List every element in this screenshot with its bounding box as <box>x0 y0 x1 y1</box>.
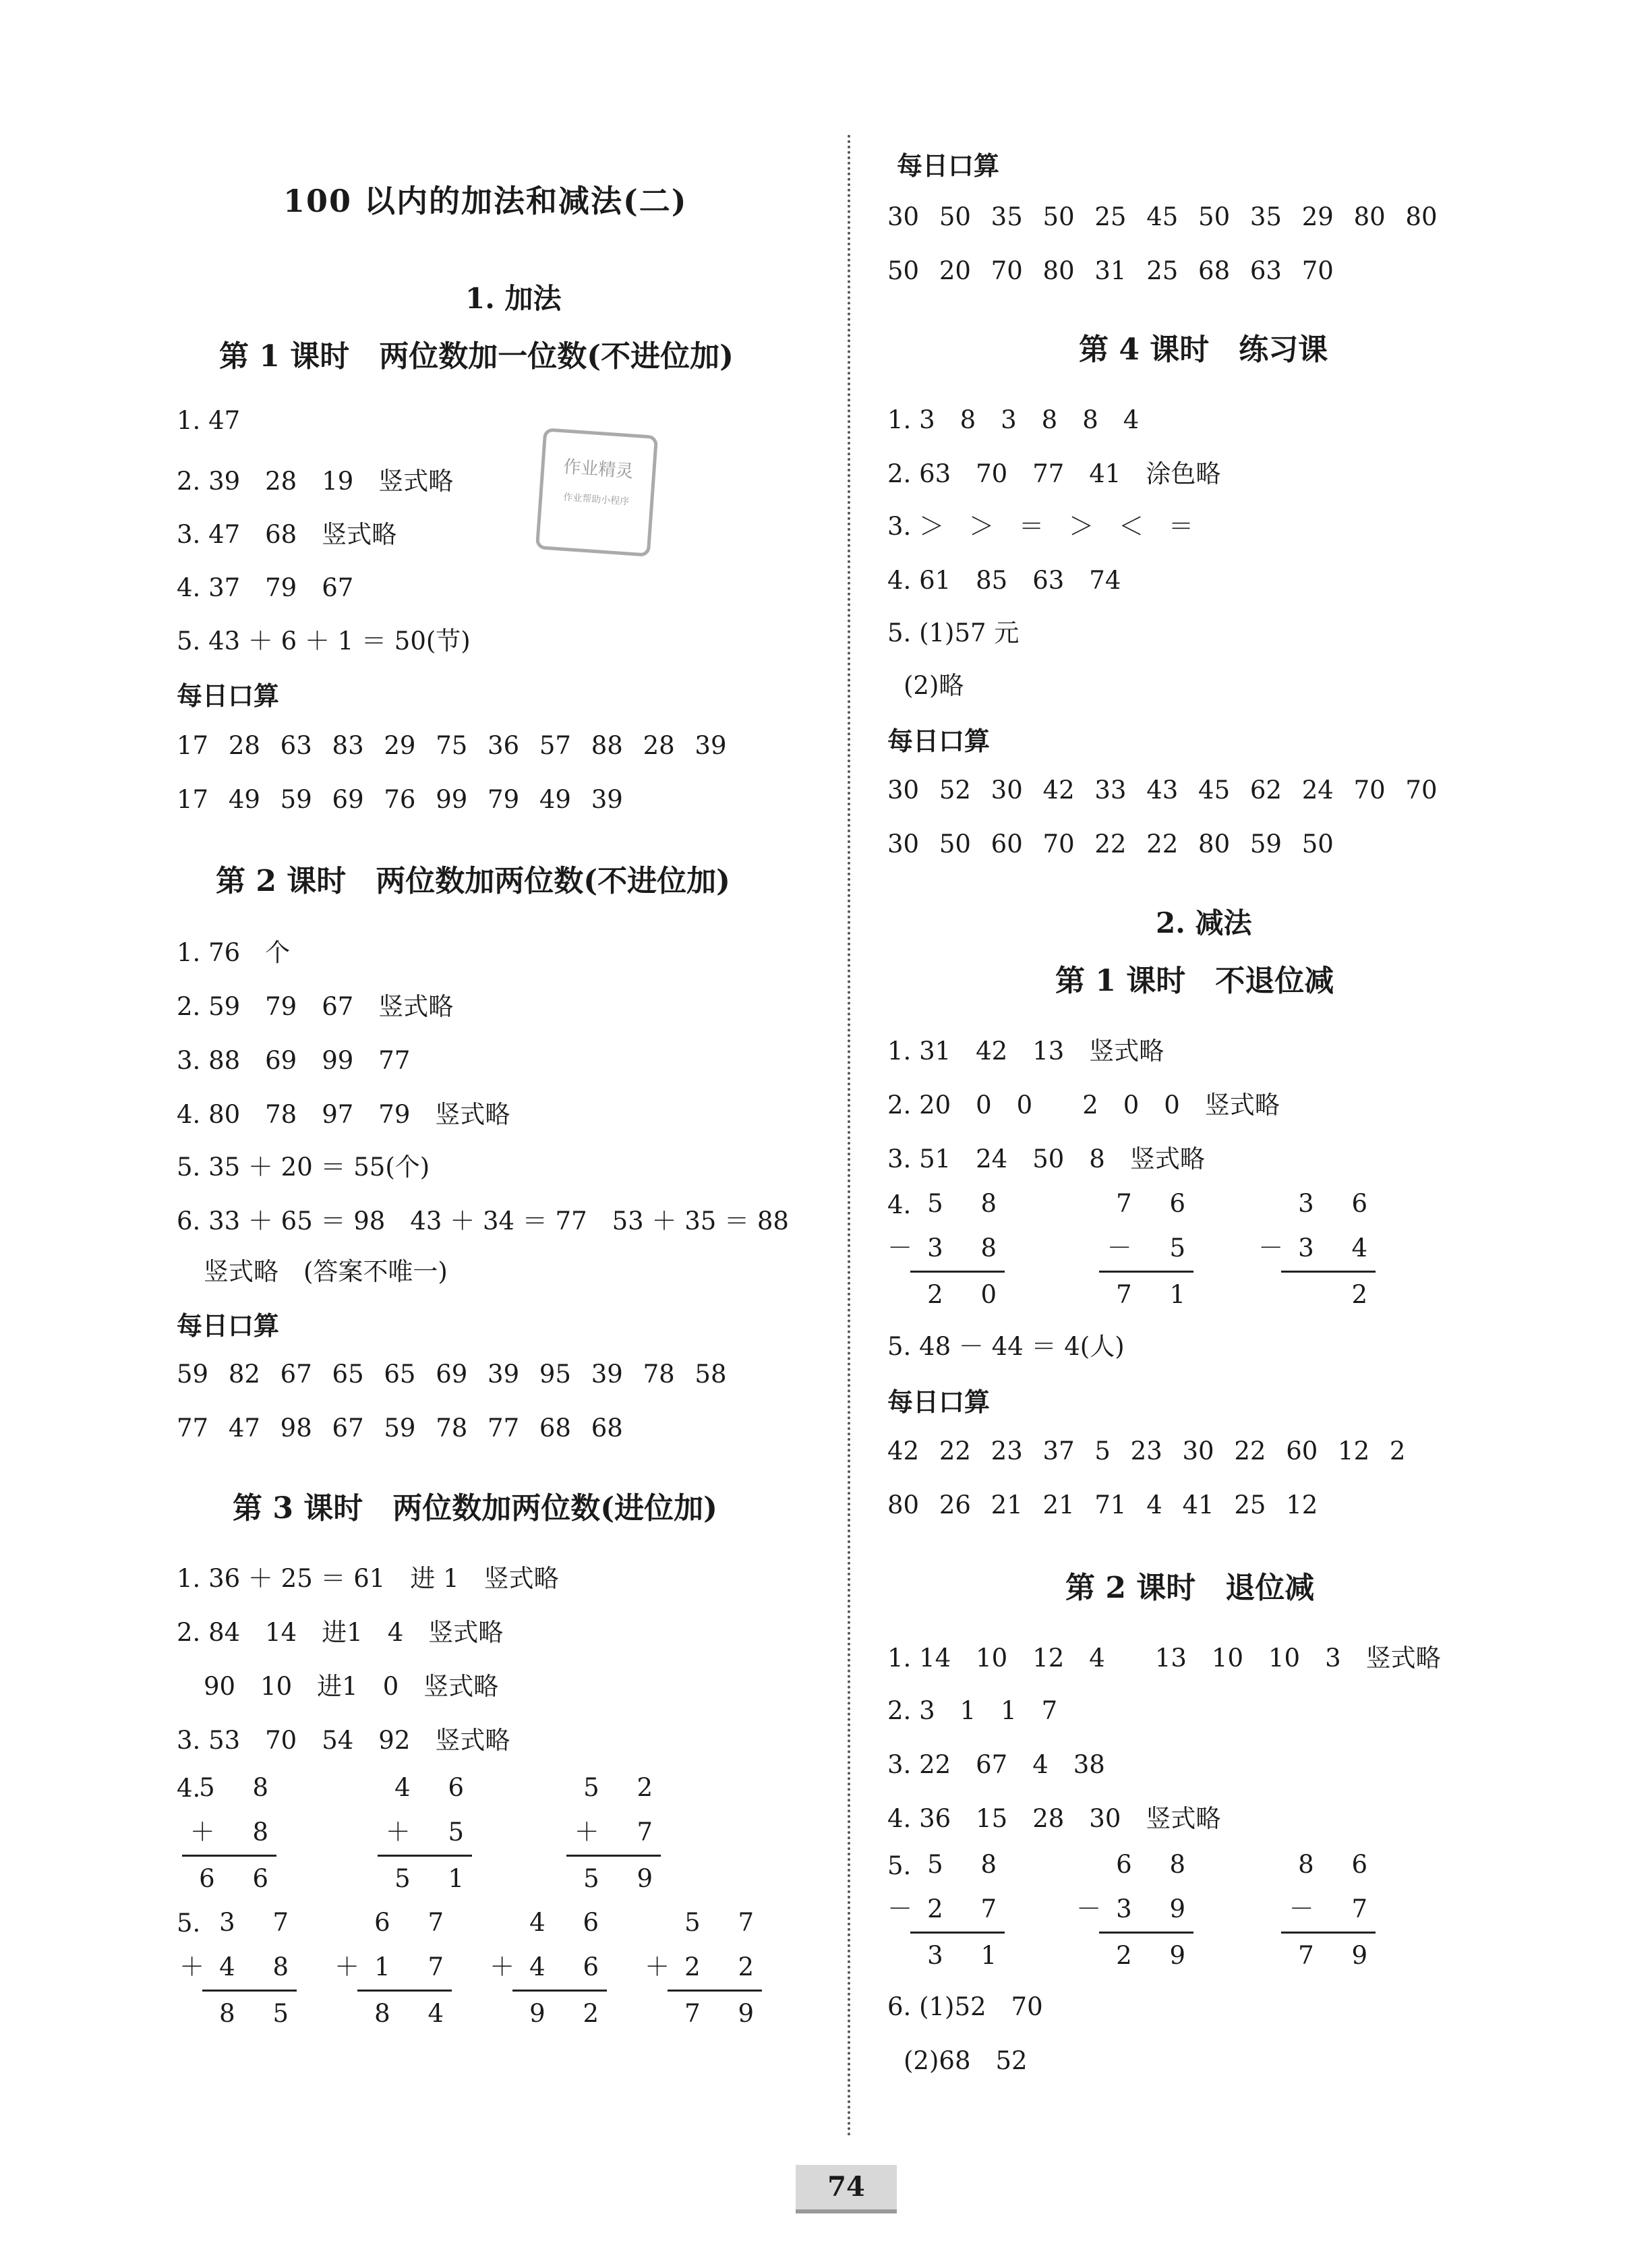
vertical-subtraction <box>1099 1182 1200 1317</box>
vertical-top: 5 8 <box>199 1773 283 1802</box>
vertical-operand: ＋2 2 <box>645 1952 769 1981</box>
vertical-result: 7 9 <box>684 1999 769 2028</box>
answer-line: 5. 48 － 44 ＝ 4(人) <box>887 1332 1125 1361</box>
vertical-operand: － 5 <box>1107 1234 1200 1263</box>
lesson-2-title: 第 2 课时 两位数加两位数(不进位加) <box>216 864 730 898</box>
page-title: 100 以内的加法和减法(二) <box>283 183 688 219</box>
section-heading-subtraction: 2. 减法 <box>1156 906 1252 939</box>
answer-line: 3. 88 69 99 77 <box>177 1046 411 1075</box>
vertical-addition <box>645 1901 769 2036</box>
answer-line: 5. 43 ＋ 6 ＋ 1 ＝ 50(节) <box>177 627 471 656</box>
vertical-operand: ＋4 6 <box>490 1952 614 1981</box>
column-divider <box>848 135 850 2138</box>
vertical-operand: ＋ 7 <box>574 1818 668 1847</box>
vertical-result: 8 5 <box>219 1999 303 2028</box>
answer-line: 1. 76 个 <box>177 938 291 967</box>
answer-line: 2. 20 0 0 2 0 0 竖式略 <box>887 1091 1280 1120</box>
answer-line: 3. 22 67 4 38 <box>887 1750 1105 1779</box>
vertical-top: 3 7 <box>219 1908 303 1937</box>
daily-mental-math-label: 每日口算 <box>177 680 280 711</box>
lesson-4-title: 第 4 课时 练习课 <box>1079 332 1328 367</box>
answer-line: 90 10 进1 0 竖式略 <box>204 1672 499 1701</box>
vertical-operand: ＋4 8 <box>179 1952 303 1981</box>
answer-line: 1. 36 ＋ 25 ＝ 61 进 1 竖式略 <box>177 1564 559 1593</box>
lesson-sub-2-title: 第 2 课时 退位减 <box>1065 1571 1315 1605</box>
answer-line: 2. 59 79 67 竖式略 <box>177 992 454 1021</box>
vertical-result: 7 1 <box>1116 1280 1200 1309</box>
answer-line: 3. 53 70 54 92 竖式略 <box>177 1726 510 1755</box>
vertical-addition <box>182 1766 283 1901</box>
answer-line: 6. (1)52 70 <box>887 1992 1043 2021</box>
vertical-subtraction <box>887 1843 1011 1978</box>
answer-line: 5. (1)57 元 <box>887 618 1020 647</box>
vertical-subtraction <box>1076 1843 1200 1978</box>
vertical-addition <box>179 1901 303 2036</box>
answer-line: 5. 35 ＋ 20 ＝ 55(个) <box>177 1153 430 1182</box>
vertical-result: 5 9 <box>583 1864 668 1893</box>
lesson-sub-1-title: 第 1 课时 不退位减 <box>1055 964 1334 998</box>
vertical-addition <box>378 1766 479 1901</box>
daily-numbers: 30 52 30 42 33 43 45 62 24 70 70 <box>887 776 1438 805</box>
vertical-result: 2 0 <box>927 1280 1011 1309</box>
vertical-top: 5 8 <box>927 1850 1011 1879</box>
answer-line: 2. 84 14 进1 4 竖式略 <box>177 1618 504 1647</box>
daily-mental-math-label: 每日口算 <box>887 726 991 756</box>
daily-numbers: 50 20 70 80 31 25 68 63 70 <box>887 256 1334 285</box>
page-number: 74 <box>796 2165 897 2213</box>
vertical-top: 3 6 <box>1298 1189 1382 1218</box>
vertical-operand: －3 9 <box>1076 1894 1200 1923</box>
question-label: 4. <box>887 1190 912 1219</box>
vertical-result: 5 1 <box>394 1864 479 1893</box>
vertical-result: 8 4 <box>374 1999 459 2028</box>
answer-line: 3. 47 68 竖式略 <box>177 520 397 549</box>
daily-mental-math-label: 每日口算 <box>897 150 1000 181</box>
vertical-subtraction <box>1281 1843 1382 1978</box>
answer-line: 4. 80 78 97 79 竖式略 <box>177 1100 510 1129</box>
vertical-operand: －3 8 <box>887 1234 1011 1263</box>
vertical-result: 6 6 <box>199 1864 283 1893</box>
vertical-top: 5 8 <box>927 1189 1011 1218</box>
question-label: 5. <box>177 1909 201 1938</box>
answer-line: 2. 39 28 19 竖式略 <box>177 467 454 496</box>
answer-line: (2)68 52 <box>904 2046 1028 2075</box>
stamp-subtext: 作业帮助小程序 <box>562 492 630 508</box>
daily-numbers: 17 49 59 69 76 99 79 49 39 <box>177 785 623 814</box>
question-label: 4. <box>177 1774 201 1803</box>
answer-line: 2. 63 70 77 41 涂色略 <box>887 459 1221 488</box>
vertical-subtraction <box>1258 1182 1382 1317</box>
answer-line: 3. ＞ ＞ ＝ ＞ ＜ ＝ <box>887 512 1194 541</box>
daily-mental-math-label: 每日口算 <box>887 1387 991 1417</box>
answer-line: 3. 51 24 50 8 竖式略 <box>887 1144 1205 1173</box>
answer-line: 2. 3 1 1 7 <box>887 1696 1058 1725</box>
daily-numbers: 30 50 35 50 25 45 50 35 29 80 80 <box>887 202 1438 231</box>
answer-line: 1. 47 <box>177 406 241 435</box>
vertical-result: 9 2 <box>529 1999 614 2028</box>
vertical-operand: －3 4 <box>1258 1234 1382 1263</box>
vertical-subtraction <box>887 1182 1011 1317</box>
vertical-top: 5 2 <box>583 1773 668 1802</box>
answer-line: 1. 31 42 13 竖式略 <box>887 1037 1164 1066</box>
vertical-operand: －2 7 <box>887 1894 1011 1923</box>
vertical-result: 2 9 <box>1116 1941 1200 1970</box>
section-heading-addition: 1. 加法 <box>465 282 562 315</box>
daily-numbers: 80 26 21 21 71 4 41 25 12 <box>887 1490 1318 1519</box>
vertical-top: 5 7 <box>684 1908 769 1937</box>
daily-mental-math-label: 每日口算 <box>177 1310 280 1341</box>
vertical-top: 4 6 <box>394 1773 479 1802</box>
answer-line: (2)略 <box>904 671 964 700</box>
answer-line: 1. 3 8 3 8 8 4 <box>887 405 1140 434</box>
lesson-1-title: 第 1 课时 两位数加一位数(不进位加) <box>219 339 734 374</box>
answer-line: 4. 36 15 28 30 竖式略 <box>887 1804 1221 1833</box>
daily-numbers: 17 28 63 83 29 75 36 57 88 28 39 <box>177 731 727 760</box>
vertical-operand: － 7 <box>1289 1894 1382 1923</box>
answer-line: 4. 61 85 63 74 <box>887 566 1121 595</box>
vertical-top: 6 8 <box>1116 1850 1200 1879</box>
vertical-top: 7 6 <box>1116 1189 1200 1218</box>
answer-line: 竖式略 (答案不唯一) <box>204 1257 448 1286</box>
answer-line: 1. 14 10 12 4 13 10 10 3 竖式略 <box>887 1644 1441 1673</box>
daily-numbers: 77 47 98 67 59 78 77 68 68 <box>177 1414 623 1443</box>
lesson-3-title: 第 3 课时 两位数加两位数(进位加) <box>233 1491 717 1526</box>
vertical-addition <box>566 1766 668 1901</box>
vertical-result: 7 9 <box>1298 1941 1382 1970</box>
vertical-top: 6 7 <box>374 1908 459 1937</box>
daily-numbers: 30 50 60 70 22 22 80 59 50 <box>887 830 1334 859</box>
vertical-result: 2 <box>1351 1280 1382 1309</box>
vertical-result: 3 1 <box>927 1941 1011 1970</box>
vertical-operand: ＋1 7 <box>334 1952 459 1981</box>
vertical-operand: ＋ 5 <box>385 1818 479 1847</box>
vertical-addition <box>490 1901 614 2036</box>
answer-line: 4. 37 79 67 <box>177 573 354 602</box>
watermark-stamp <box>535 428 658 556</box>
vertical-addition <box>334 1901 459 2036</box>
daily-numbers: 42 22 23 37 5 23 30 22 60 12 2 <box>887 1437 1406 1466</box>
vertical-operand: ＋ 8 <box>189 1818 283 1847</box>
question-label: 5. <box>887 1851 912 1880</box>
stamp-text: 作业精灵 <box>562 457 635 482</box>
vertical-top: 8 6 <box>1298 1850 1382 1879</box>
daily-numbers: 59 82 67 65 65 69 39 95 39 78 58 <box>177 1360 727 1389</box>
answer-line: 6. 33 ＋ 65 ＝ 98 43 ＋ 34 ＝ 77 53 ＋ 35 ＝ 88 <box>177 1207 789 1236</box>
vertical-top: 4 6 <box>529 1908 614 1937</box>
